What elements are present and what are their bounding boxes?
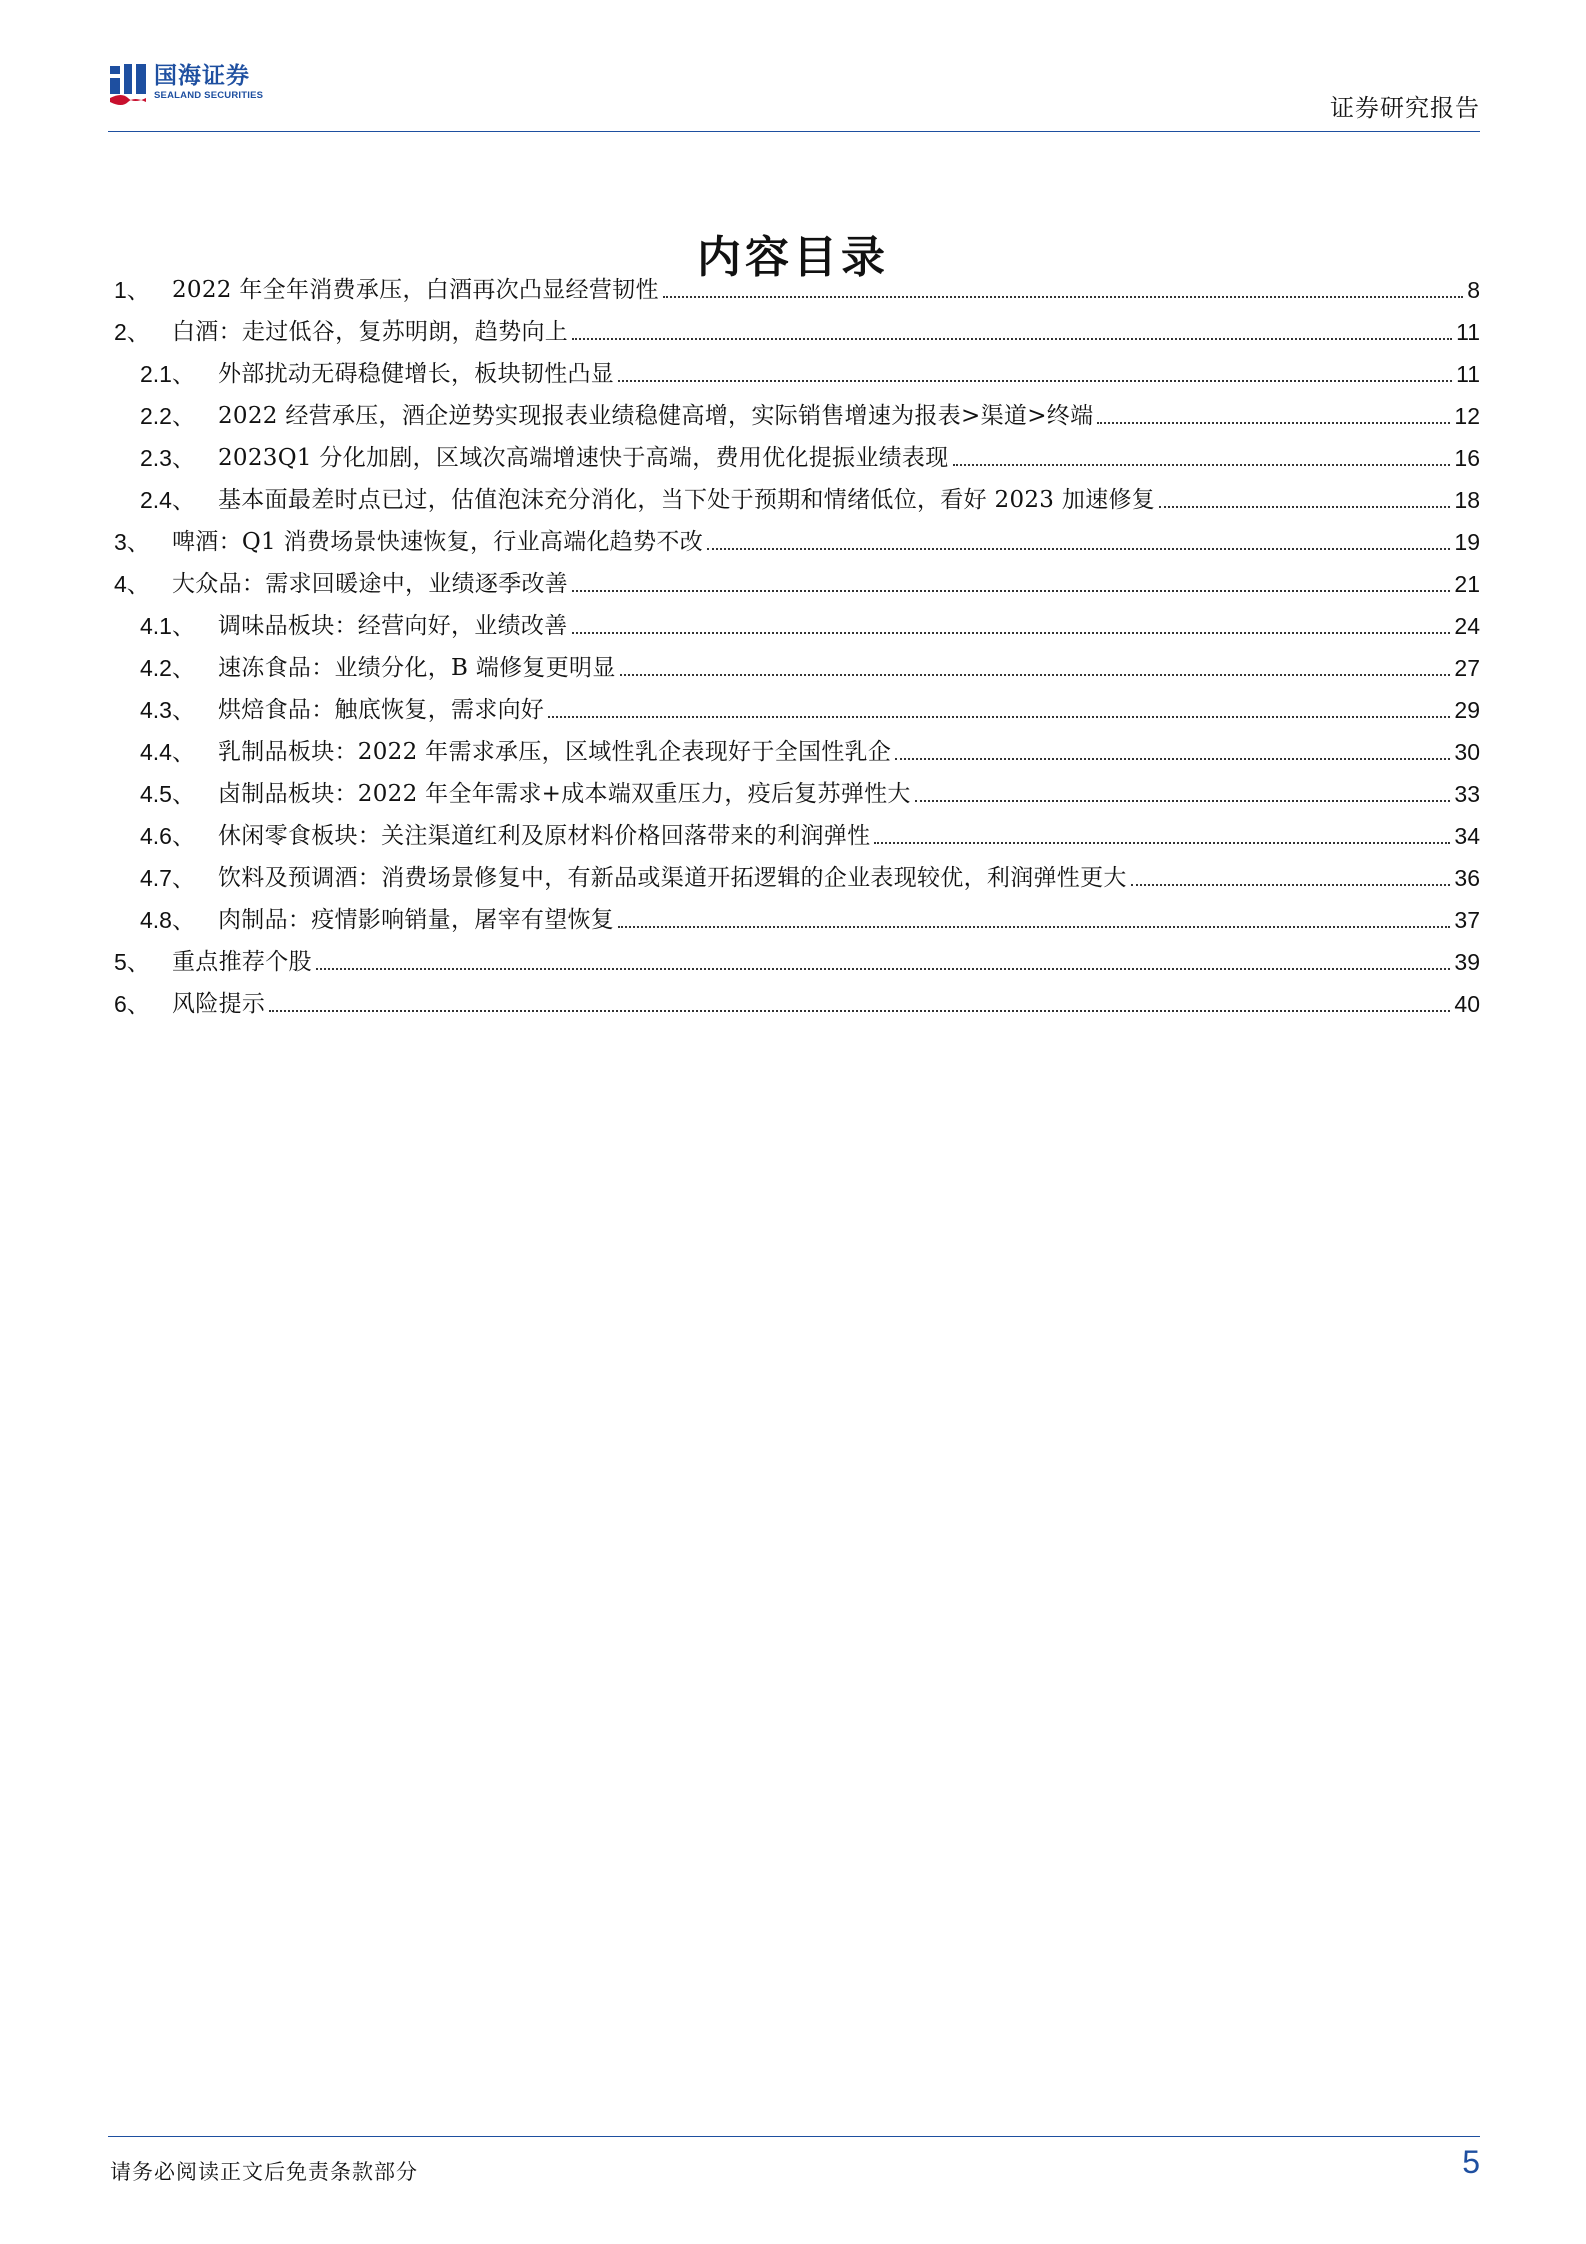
toc-leader-dots [953,464,1451,466]
toc-entry[interactable] [108,977,1480,1019]
toc-entry-number: 5、 [114,949,150,975]
toc-leader-dots [915,800,1451,802]
toc-entry-number: 4.5、 [140,781,195,807]
toc-entry[interactable] [108,893,1480,935]
toc-entry-title: 大众品：需求回暖途中，业绩逐季改善 [172,571,569,597]
toc-entry-title: 风险提示 [172,991,266,1017]
toc-entry-page: 27 [1454,655,1480,681]
toc-entry-number: 2.1、 [140,361,195,387]
report-type-label: 证券研究报告 [1330,94,1480,122]
toc-title: 内容目录 [697,232,889,284]
toc-entry-number: 2.4、 [140,487,195,513]
toc-entry-page: 8 [1467,277,1480,303]
toc-entry-title: 肉制品：疫情影响销量，屠宰有望恢复 [218,907,615,933]
toc-entry-title: 饮料及预调酒：消费场景修复中，有新品或渠道开拓逻辑的企业表现较优，利润弹性更大 [218,865,1127,891]
toc-leader-dots [1131,884,1451,886]
toc-entry-page: 34 [1454,823,1480,849]
toc-entry-number: 2.2、 [140,403,195,429]
toc-entry-page: 36 [1454,865,1480,891]
toc-leader-dots [572,338,1452,340]
page-footer [108,2136,1480,2184]
table-of-contents [108,263,1480,1019]
toc-entry-title: 啤酒：Q1 消费场景快速恢复，行业高端化趋势不改 [172,529,703,555]
toc-entry-title: 乳制品板块：2022 年需求承压，区域性乳企表现好于全国性乳企 [218,739,892,765]
toc-entry-title: 2022 经营承压，酒企逆势实现报表业绩稳健高增，实际销售增速为报表>渠道>终端 [218,403,1094,429]
toc-entry-title: 2022 年全年消费承压，白酒再次凸显经营韧性 [172,277,659,303]
toc-entry-number: 4.1、 [140,613,195,639]
toc-entry-number: 4.3、 [140,697,195,723]
toc-leader-dots [1159,506,1450,508]
toc-entry[interactable] [108,683,1480,725]
toc-entry-page: 33 [1454,781,1480,807]
toc-entry[interactable] [108,599,1480,641]
toc-entry-number: 4.7、 [140,865,195,891]
toc-entry-number: 2、 [114,319,150,345]
toc-leader-dots [663,296,1463,298]
toc-leader-dots [572,590,1450,592]
toc-entry[interactable] [108,725,1480,767]
footer-divider [108,2136,1480,2137]
toc-entry-title: 白酒：走过低谷，复苏明朗，趋势向上 [172,319,569,345]
toc-entry-title: 卤制品板块：2022 年全年需求+成本端双重压力，疫后复苏弹性大 [218,781,911,807]
toc-entry-page: 24 [1454,613,1480,639]
toc-entry-title: 休闲零食板块：关注渠道红利及原材料价格回落带来的利润弹性 [218,823,871,849]
toc-leader-dots [572,632,1451,634]
toc-leader-dots [618,380,1452,382]
toc-leader-dots [620,674,1451,676]
toc-entry-page: 39 [1454,949,1480,975]
toc-entry-page: 16 [1454,445,1480,471]
toc-entry-number: 6、 [114,991,150,1017]
toc-entry-page: 18 [1454,487,1480,513]
toc-leader-dots [874,842,1450,844]
toc-entry[interactable] [108,263,1480,305]
toc-leader-dots [316,968,1451,970]
toc-entry-number: 4.6、 [140,823,195,849]
toc-leader-dots [895,758,1450,760]
toc-entry-page: 11 [1456,319,1480,345]
toc-leader-dots [269,1010,1450,1012]
toc-entry-title: 速冻食品：业绩分化，B 端修复更明显 [218,655,616,681]
toc-entry[interactable] [108,557,1480,599]
toc-entry[interactable] [108,515,1480,557]
toc-entry-number: 4.4、 [140,739,195,765]
toc-entry-title: 烘焙食品：触底恢复，需求向好 [218,697,545,723]
toc-entry[interactable] [108,347,1480,389]
toc-entry-page: 21 [1454,571,1480,597]
toc-entry-number: 1、 [114,277,150,303]
toc-entry-page: 29 [1454,697,1480,723]
toc-leader-dots [618,926,1450,928]
toc-entry-number: 4.8、 [140,907,195,933]
toc-entry-title: 2023Q1 分化加剧，区域次高端增速快于高端，费用优化提振业绩表现 [218,445,949,471]
toc-entry-number: 4、 [114,571,150,597]
toc-entry-page: 12 [1454,403,1480,429]
page-number: 5 [1462,2144,1480,2180]
toc-entry-title: 调味品板块：经营向好，业绩改善 [218,613,568,639]
page-header [108,62,1480,132]
toc-entry-page: 19 [1454,529,1480,555]
toc-leader-dots [548,716,1450,718]
toc-entry-page: 37 [1454,907,1480,933]
toc-entry-title: 外部扰动无碍稳健增长，板块韧性凸显 [218,361,615,387]
header-divider [108,131,1480,132]
brand-name-cn: 国海证券 [154,63,250,89]
disclaimer-note: 请务必阅读正文后免责条款部分 [110,2160,418,2184]
toc-entry-page: 11 [1456,361,1480,387]
toc-entry[interactable] [108,641,1480,683]
toc-entry[interactable] [108,389,1480,431]
toc-entry-number: 4.2、 [140,655,195,681]
toc-leader-dots [1097,422,1450,424]
toc-entry-page: 40 [1454,991,1480,1017]
toc-entry[interactable] [108,305,1480,347]
toc-entry-number: 2.3、 [140,445,195,471]
toc-entry[interactable] [108,473,1480,515]
company-logo [108,62,263,114]
toc-entry-number: 3、 [114,529,150,555]
toc-entry[interactable] [108,809,1480,851]
toc-entry[interactable] [108,431,1480,473]
toc-entry[interactable] [108,935,1480,977]
toc-leader-dots [707,548,1450,550]
toc-entry-page: 30 [1454,739,1480,765]
toc-entry-title: 重点推荐个股 [172,949,312,975]
sealand-logo-icon [108,62,148,106]
toc-entry[interactable] [108,767,1480,809]
toc-entry[interactable] [108,851,1480,893]
brand-name-en: SEALAND SECURITIES [154,90,264,101]
toc-entry-title: 基本面最差时点已过，估值泡沫充分消化，当下处于预期和情绪低位，看好 2023 加速修复 [218,487,1156,513]
